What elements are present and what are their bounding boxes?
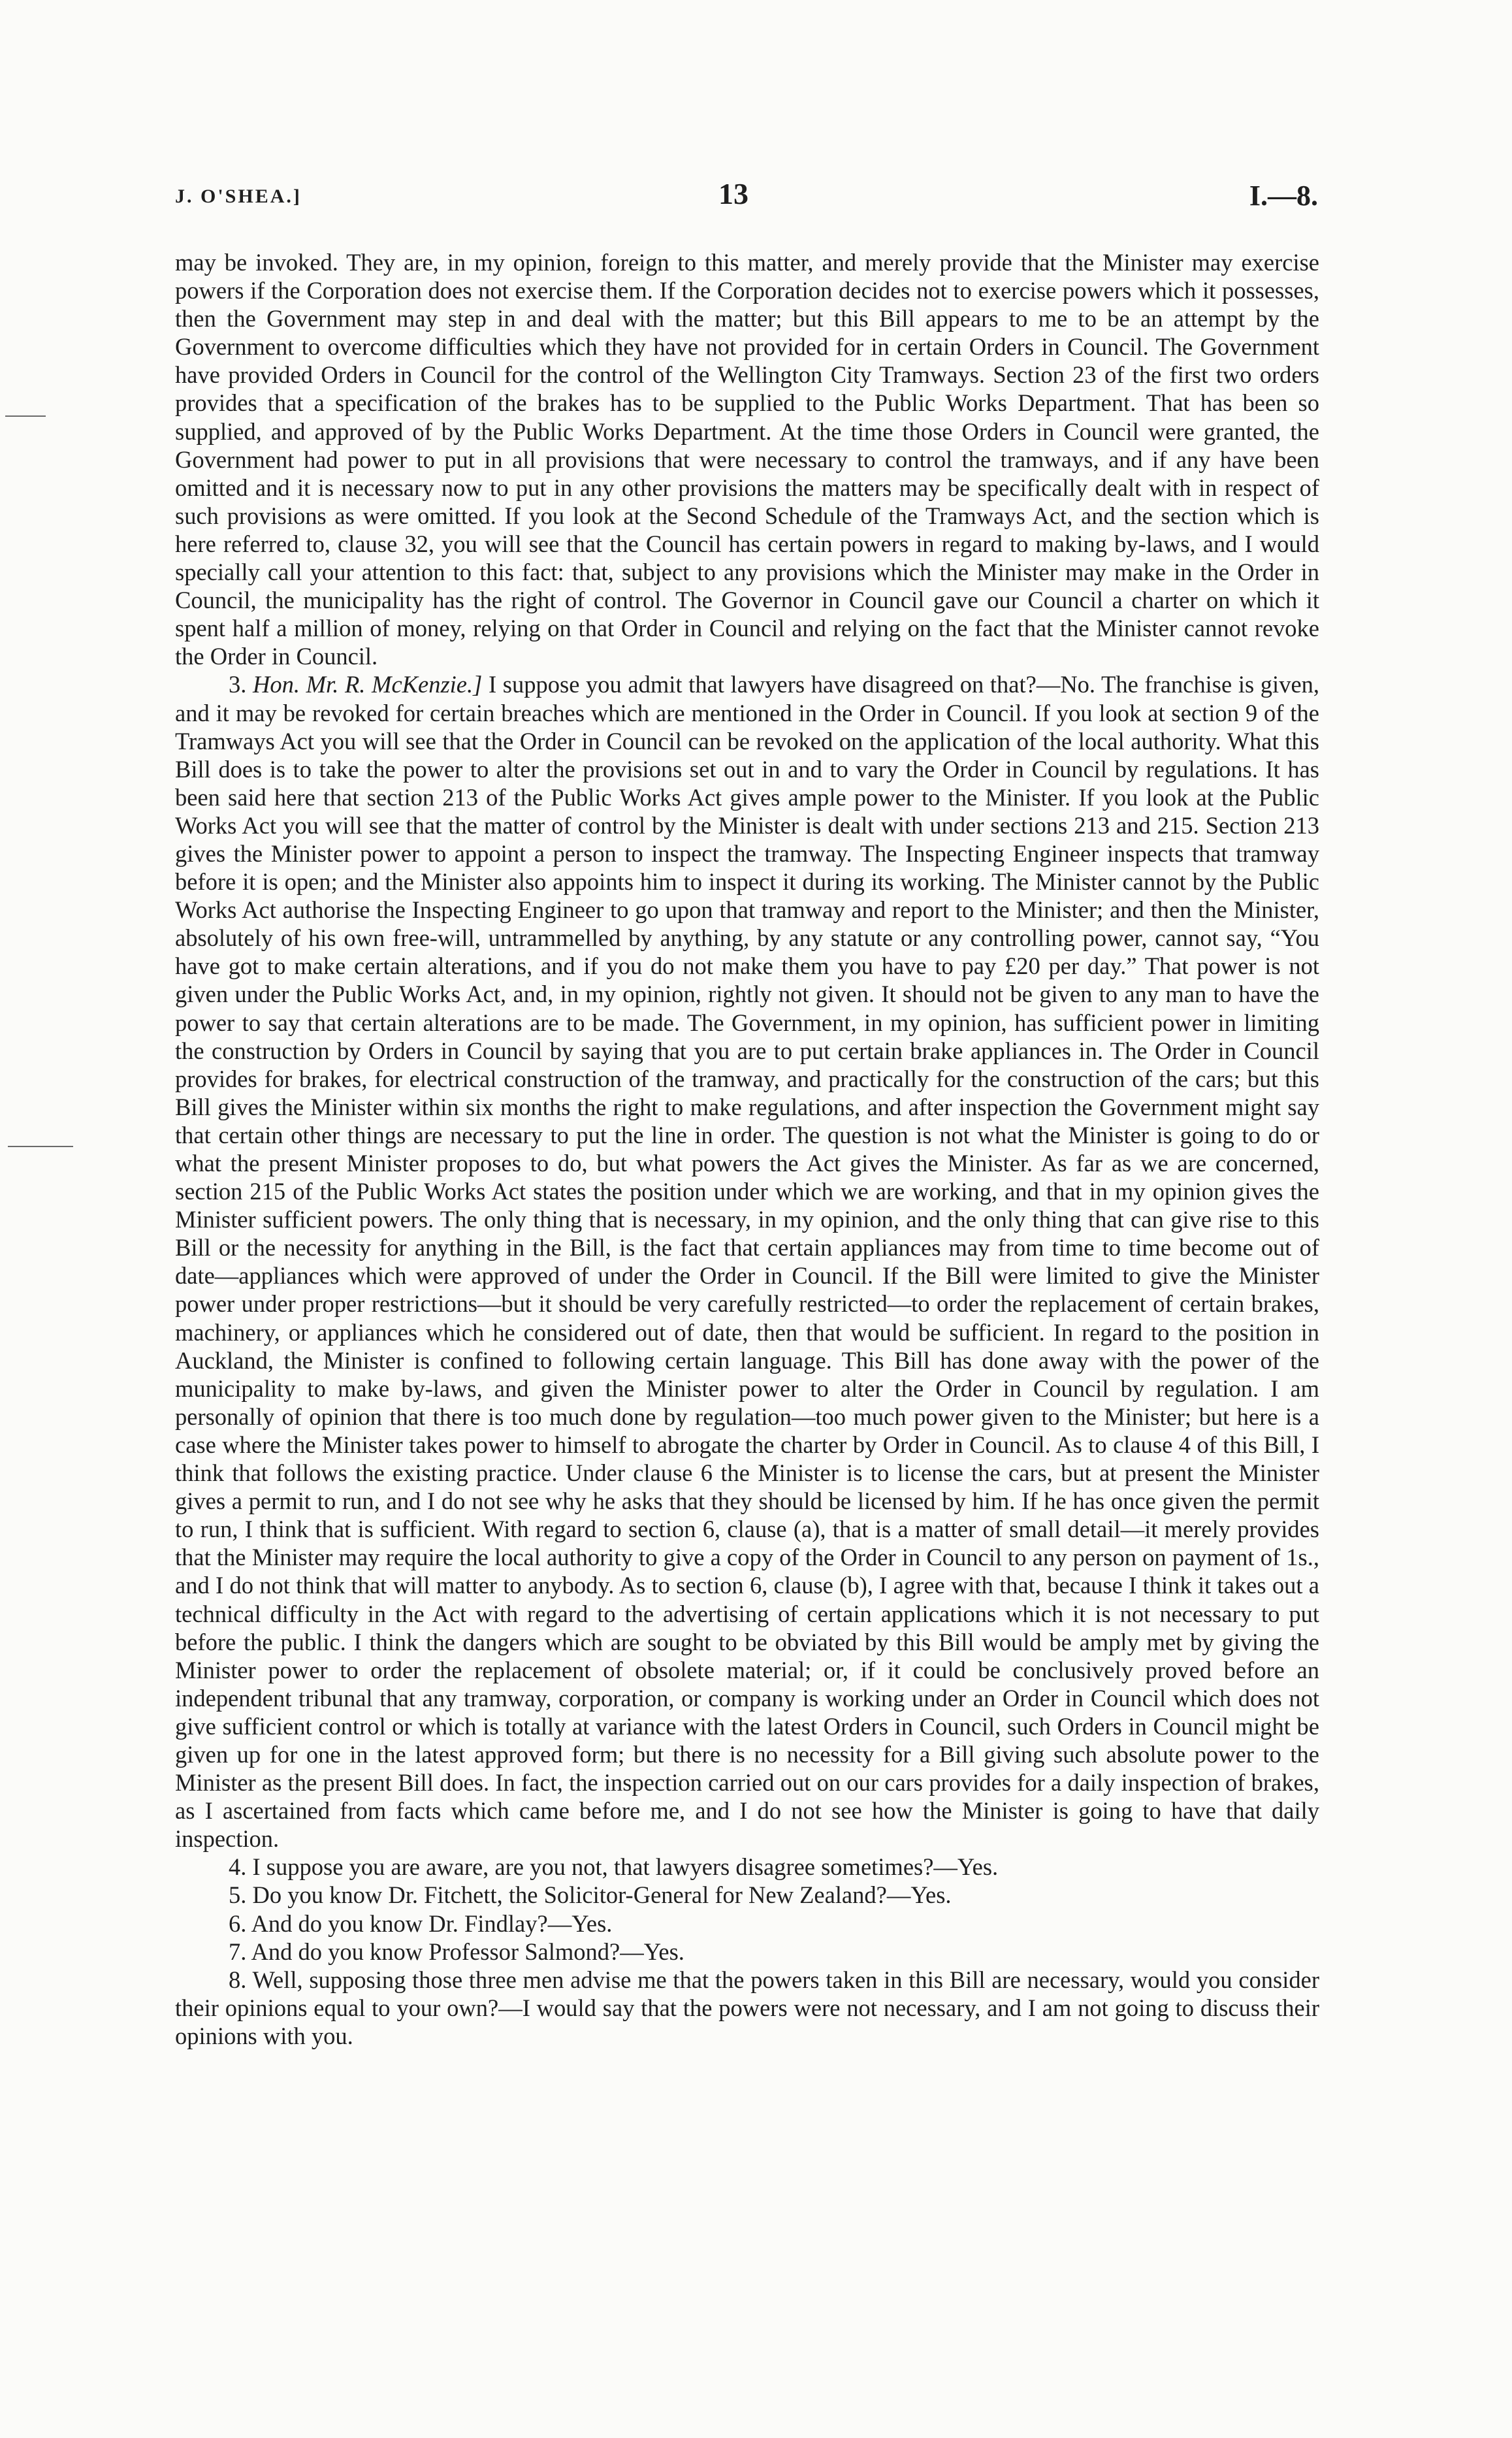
question-number: 6. [229, 1910, 247, 1937]
question-number: 7. [229, 1938, 247, 1965]
margin-mark [8, 1146, 73, 1147]
paragraph-text: And do you know Professor Salmond?—Yes. [251, 1938, 684, 1965]
question-number: 8. [229, 1966, 247, 1993]
question-paragraph [175, 670, 1319, 1853]
paragraph-text: may be invoked. They are, in my opinion, foreign to this matter, and merely provide that the Minister may exercise powers if the Corporation does not exercise them. If the Corporation decides not to exercise powers which it possesses, then the Government may step in and deal with the matter; but this Bill appears to me to be an attempt by the Government to overcome difficulties which they have not provided for in certain Orders in Council. The Government have provided Orders in Council for the control of the Wellington City Tramways. Section 23 of the first two orders provides that a specification of the brakes has to be supplied to the Public Works Department. That has been so supplied, and approved of by the Public Works Department. At the time those Orders in Council were granted, the Government had power to put in all provisions that were necessary to control the tramways, and if any have been omitted and it is necessary now to put in any other provisions the matters may be specifically dealt with in respect of such provisions as were omitted. If you look at the Second Schedule of the Tramways Act, and the section which is here referred to, clause 32, you will see that the Council has certain powers in regard to making by-laws, and I would specially call your attention to this fact: that, subject to any provisions which the Minister may make in the Order in Council, the municipality has the right of control. The Governor in Council gave our Council a charter on which it spent half a million of money, relying on that Order in Council and relying on the fact that the Minister cannot revoke the Order in Council. [175, 249, 1319, 670]
paragraph-text: Do you know Dr. Fitchett, the Solicitor-General for New Zealand?—Yes. [252, 1881, 952, 1909]
page-header [175, 176, 1318, 216]
question-number: 5. [229, 1881, 247, 1909]
paper-reference: I.—8. [1249, 180, 1318, 212]
paragraph-continuation [175, 248, 1319, 670]
question-paragraph [175, 1938, 1319, 1966]
question-paragraph [175, 1881, 1319, 1909]
paragraph-text: Well, supposing those three men advise me that the powers taken in this Bill are necessary, would you consider their opinions equal to your own?—I would say that the powers were not necessary, and I am not going to discuss their opinions with you. [175, 1966, 1319, 2049]
page-number: 13 [718, 177, 748, 210]
question-number: 4. [229, 1853, 247, 1881]
paragraph-text: And do you know Dr. Findlay?—Yes. [251, 1910, 613, 1937]
speaker-name: Hon. Mr. R. McKenzie.] [253, 671, 483, 698]
testimony-body [175, 248, 1319, 2050]
margin-mark [5, 415, 46, 417]
witness-name: J. O'SHEA.] [175, 186, 302, 207]
question-paragraph [175, 1966, 1319, 2050]
question-paragraph [175, 1853, 1319, 1881]
paragraph-text: I suppose you admit that lawyers have disagreed on that?—No. The franchise is given, and it may be revoked for certain breaches which are mentioned in the Order in Council. If you look at section 9 of the Tramways Act you will see that the Order in Council can be revoked on the application of the local authority. What this Bill does is to take the power to alter the provisions set out in and to vary the Order in Council by regulations. It has been said here that section 213 of the Public Works Act gives ample power to the Minister. If you look at the Public Works Act you will see that the matter of control by the Minister is dealt with under sections 213 and 215. Section 213 gives the Minister power to appoint a person to inspect the tramway. The Inspecting Engineer inspects that tramway before it is open; and the Minister also appoints him to inspect it during its working. The Minister cannot by the Public Works Act authorise the Inspecting Engineer to go upon that tramway and report to the Minister; and then the Minister, absolutely of his own free-will, untrammelled by anything, by any statute or any controlling power, cannot say, “You have got to make certain alterations, and if you do not make them you have to pay £20 per day.” That power is not given under the Public Works Act, and, in my opinion, rightly not given. It should not be given to any man to have the power to say that certain alterations are to be made. The Government, in my opinion, has sufficient power in limiting the construction by Orders in Council by saying that you are to put certain brake appliances in. The Order in Council provides for brakes, for electrical construction of the tramway, and practically for the construction of the cars; but this Bill gives the Minister within six months the right to make regulations, and after inspection the Government might say that certain other things are necessary to put the line in order. The question is not what the Minister is going to do or what the present Minister proposes to do, but what powers the Act gives the Minister. As far as we are concerned, section 215 of the Public Works Act states the position under which we are working, and that in my opinion gives the Minister sufficient powers. The only thing that is necessary, in my opinion, and the only thing that can give rise to this Bill or the necessity for anything in the Bill, is the fact that certain appliances may from time to time become out of date—appliances which were approved of under the Order in Council. If the Bill were limited to give the Minister power under proper restrictions—but it should be very carefully restricted—to order the replacement of certain brakes, machinery, or appliances which he considered out of date, then that would be sufficient. In regard to the position in Auckland, the Minister is confined to following certain language. This Bill has done away with the power of the municipality to make by-laws, and given the Minister power to alter the Order in Council by regulation. I am personally of opinion that there is too much done by regulation—too much power given to the Minister; but here is a case where the Minister takes power to himself to abrogate the charter by Order in Council. As to clause 4 of this Bill, I think that follows the existing practice. Under clause 6 the Minister is to license the cars, but at present the Minister gives a permit to run, and I do not see why he asks that they should be licensed by him. If he has once given the permit to run, I think that is sufficient. With regard to section 6, clause (a), that is a matter of small detail—it merely provides that the Minister may require the local authority to give a copy of the Order in Council to any person on payment of 1s., and I do not think that will matter to anybody. As to section 6, clause (b), I agree with that, because I think it takes out a technical difficulty in the Act with regard to the advertising of certain applications which it is not necessary to put before the public. I think the dangers which are sought to be obviated by this Bill would be amply met by giving the Minister power to order the replacement of obsolete material; or, if it could be conclusively proved before an independent tribunal that any tramway, corporation, or company is working under an Order in Council which does not give sufficient control or which is totally at variance with the latest Orders in Council, such Orders in Council might be given up for one in the latest approved form; but there is no necessity for a Bill giving such absolute power to the Minister as the present Bill does. In fact, the inspection carried out on our cars provides for a daily inspection of brakes, as I ascertained from facts which came before me, and I do not see how the Minister is going to have that daily inspection. [175, 671, 1320, 1853]
question-paragraph [175, 1910, 1319, 1938]
question-number: 3. [229, 671, 247, 698]
paragraph-text: I suppose you are aware, are you not, that lawyers disagree sometimes?—Yes. [252, 1853, 999, 1881]
